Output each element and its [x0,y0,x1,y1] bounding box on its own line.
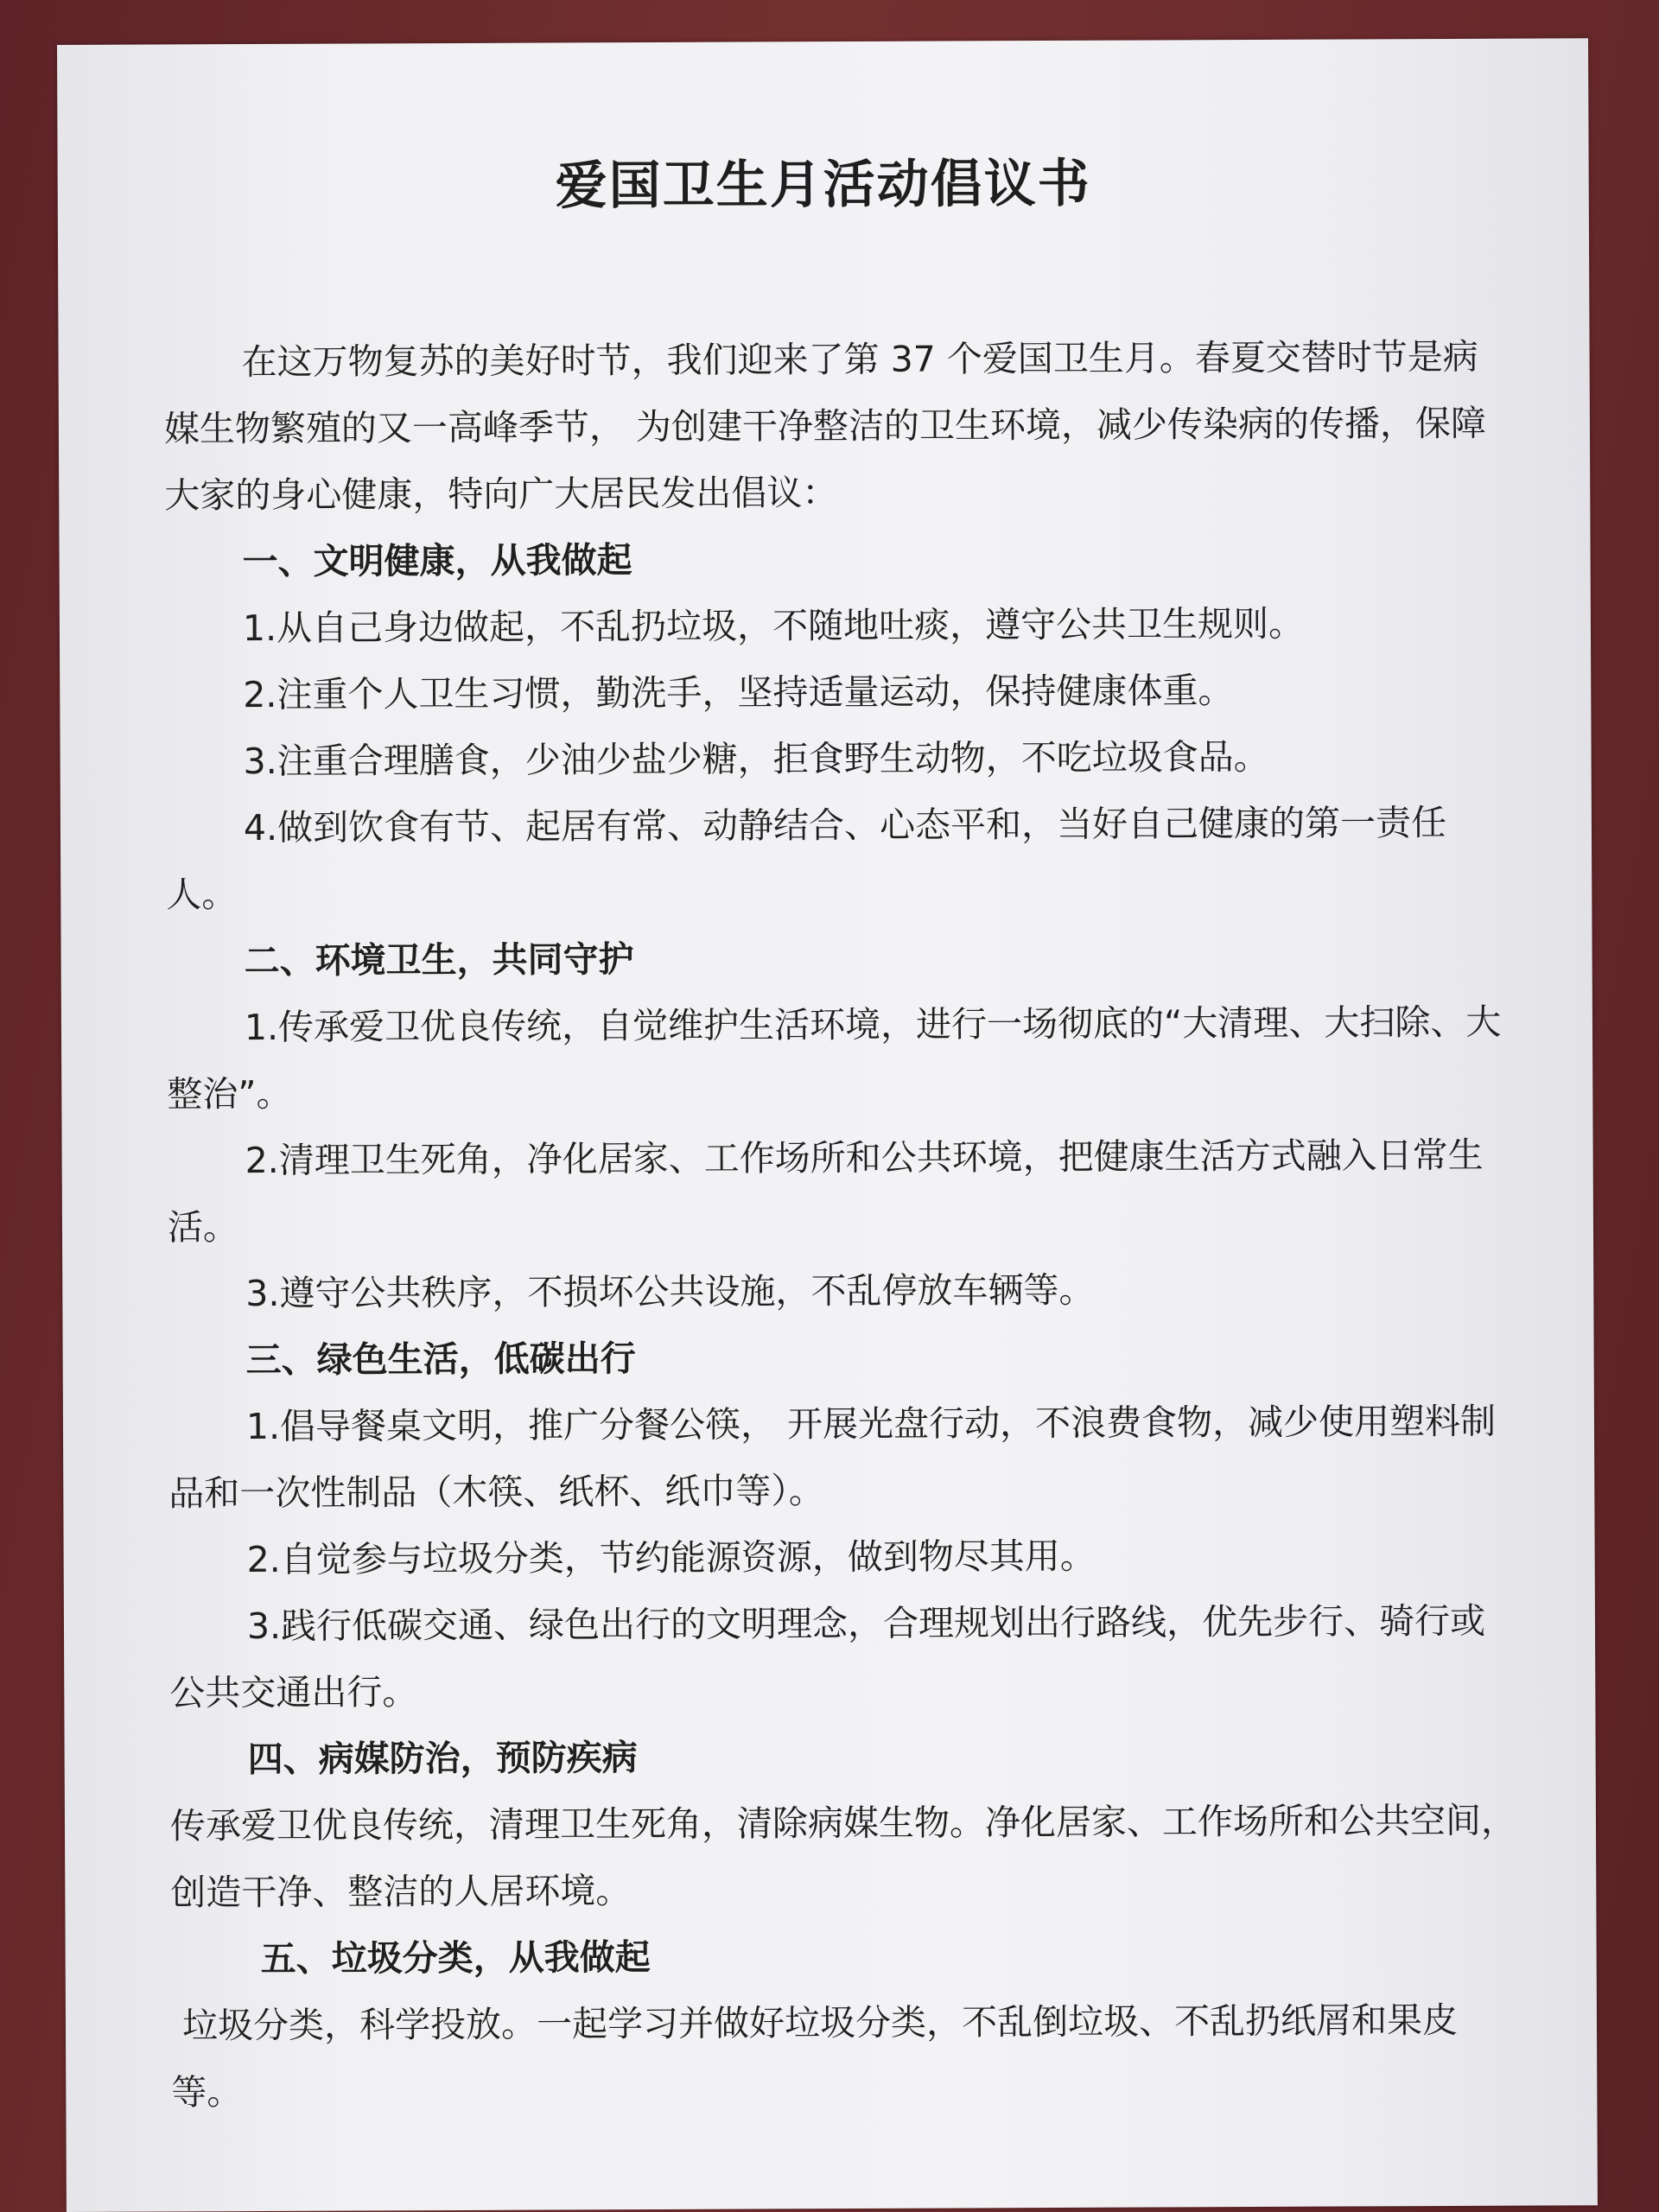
intro-paragraph: 在这万物复苏的美好时节，我们迎来了第 37 个爱国卫生月。春夏交替时节是病媒生物繁殖的又一高峰季节， 为创建干净整洁的卫生环境，减少传染病的传播，保障大家的身心健康，特向广大居民发出倡议： [163,335,1487,517]
section-heading-4: 四、病媒防治，预防疾病 [247,1737,638,1781]
section-3-item-2: 2.自觉参与垃圾分类，节约能源资源，做到物尽其用。 [246,1535,1096,1581]
section-3-item-3: 3.践行低碳交通、绿色出行的文明理念，合理规划出行路线，优先步行、骑行或公共交通出行。 [169,1599,1486,1714]
section-1-item-1: 1.从自己身边做起，不乱扔垃圾，不随地吐痰，遵守公共卫生规则。 [242,602,1305,650]
section-2-item-2: 2.清理卫生死角，净化居家、工作场所和公共环境，把健康生活方式融入日常生活。 [167,1134,1484,1249]
section-1-item-2: 2.注重个人卫生习惯，勤洗手，坚持适量运动，保持健康体重。 [243,670,1234,716]
section-1-item-4: 4.做到饮食有节、起居有常、动静结合、心态平和，当好自己健康的第一责任人。 [166,801,1447,916]
document-title: 爱国卫生月活动倡议书 [555,153,1091,217]
section-3-item-1: 1.倡导餐桌文明，推广分餐公筷， 开展光盘行动，不浪费食物，减少使用塑料制品和一次性制品（木筷、纸杯、纸巾等）。 [168,1400,1497,1515]
section-5-text: 垃圾分类，科学投放。一起学习并做好垃圾分类，不乱倒垃圾、不乱扔纸屑和果皮等。 [170,1999,1459,2113]
section-2-item-1: 1.传承爱卫优良传统，自觉维护生活环境，进行一场彻底的“大清理、大扫除、大整治”。 [167,1001,1502,1116]
document-body [163,324,1519,2126]
section-heading-3: 三、绿色生活，低碳出行 [245,1338,636,1382]
section-heading-1: 一、文明健康，从我做起 [242,539,632,583]
section-heading-2: 二、环境卫生，共同守护 [244,938,634,982]
section-1-item-3: 3.注重合理膳食，少油少盐少糖，拒食野生动物，不吃垃圾食品。 [243,735,1269,783]
section-4-text: 传承爱卫优良传统，清理卫生死角，清除病媒生物。净化居家、工作场所和公共空间，创造干净、整洁的人居环境。 [169,1799,1517,1914]
section-heading-5: 五、垃圾分类，从我做起 [260,1936,651,1980]
paper-sheet [57,38,1598,2212]
section-2-item-3: 3.遵守公共秩序，不损坏公共设施，不乱停放车辆等。 [245,1268,1095,1315]
